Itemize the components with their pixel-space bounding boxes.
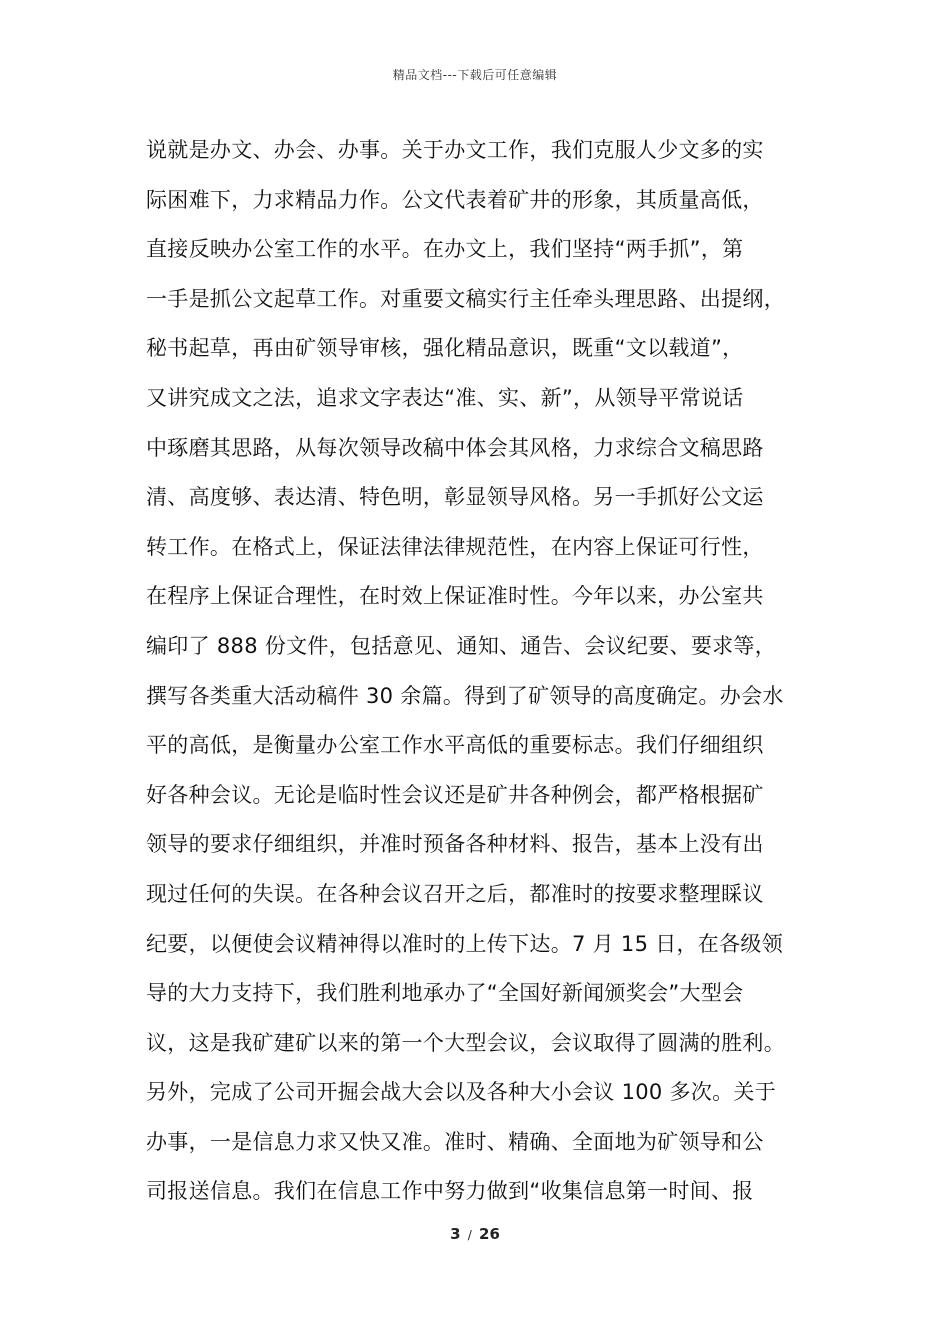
body-line: 在程序上保证合理性，在时效上保证准时性。今年以来，办公室共 [146, 584, 764, 609]
body-line: 一手是抓公文起草工作。对重要文稿实行主任牵头理思路、出提纲， [146, 286, 785, 311]
current-page: 3 [450, 1225, 461, 1243]
body-line: 纪要，以便使会议精神得以准时的上传下达。7 月 15 日，在各级领 [146, 931, 784, 956]
body-line: 导的大力支持下，我们胜利地承办了“全国好新闻颁奖会”大型会 [146, 981, 744, 1006]
body-line: 议，这是我矿建矿以来的第一个大型会议，会议取得了圆满的胜利。 [146, 1030, 785, 1055]
page-number [0, 1225, 950, 1243]
body-line: 际困难下，力求精品力作。公文代表着矿井的形象，其质量高低， [146, 187, 764, 212]
body-line: 现过任何的失误。在各种会议召开之后，都准时的按要求整理睬议 [146, 881, 764, 906]
page-header: 精品文档---下载后可任意编辑 [392, 68, 558, 82]
body-line: 说就是办文、办会、办事。关于办文工作，我们克服人少文多的实 [146, 138, 764, 162]
body-line: 另外，完成了公司开掘会战大会以及各种大小会议 100 多次。关于 [146, 1080, 777, 1105]
body-line: 又讲究成文之法，追求文字表达“准、实、新”，从领导平常说话 [146, 385, 744, 410]
body-line: 清、高度够、表达清、特色明，彰显领导风格。另一手抓好公文运 [146, 485, 764, 510]
body-line: 好各种会议。无论是临时性会议还是矿井各种例会，都严格根据矿 [146, 782, 764, 807]
total-pages: 26 [479, 1225, 500, 1243]
body-line: 编印了 888 份文件，包括意见、通知、通告、会议纪要、要求等， [146, 633, 777, 658]
body-line: 秘书起草，再由矿领导审核，强化精品意识，既重“文以载道”， [146, 336, 744, 361]
body-line: 直接反映办公室工作的水平。在办文上，我们坚持“两手抓”，第 [146, 237, 744, 262]
body-line: 司报送信息。我们在信息工作中努力做到“收集信息第一时间、报 [146, 1179, 754, 1204]
body-line: 平的高低，是衡量办公室工作水平高低的重要标志。我们仔细组织 [146, 733, 764, 758]
body-line: 中琢磨其思路，从每次领导改稿中体会其风格，力求综合文稿思路 [146, 435, 764, 460]
body-line: 办事，一是信息力求又快又准。准时、精确、全面地为矿领导和公 [146, 1129, 764, 1154]
body-line: 转工作。在格式上，保证法律法律规范性，在内容上保证可行性， [146, 534, 764, 559]
body-line: 领导的要求仔细组织，并准时预备各种材料、报告，基本上没有出 [146, 832, 764, 857]
page-separator: / [467, 1228, 472, 1242]
body-line: 撰写各类重大活动稿件 30 余篇。得到了矿领导的高度确定。办会水 [146, 683, 784, 708]
document-body [146, 126, 846, 1217]
